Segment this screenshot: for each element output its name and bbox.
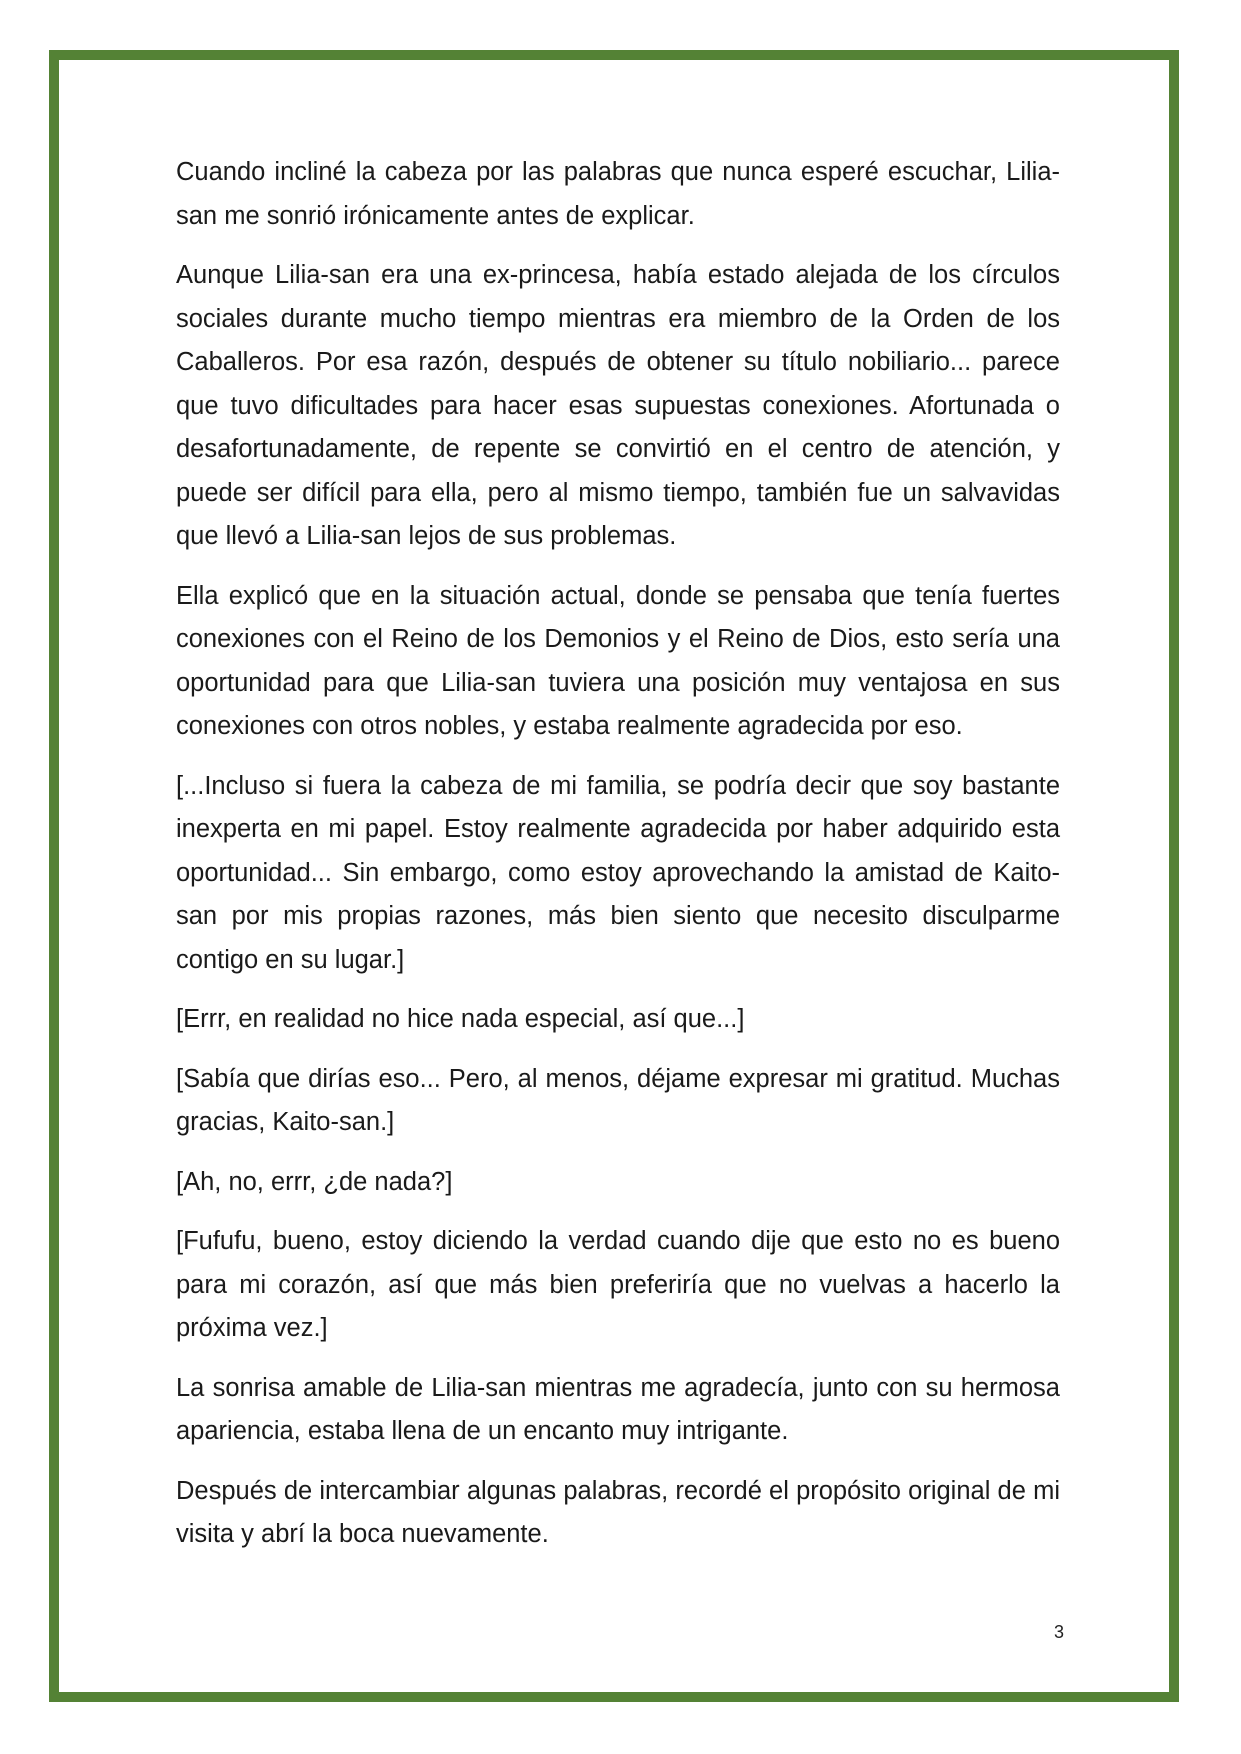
- paragraph-6-dialogue: [Sabía que dirías eso... Pero, al menos, déjame expresar mi gratitud. Muchas gracias, Kaito-san.]: [176, 1064, 1060, 1136]
- paragraph-4-dialogue: [...Incluso si fuera la cabeza de mi familia, se podría decir que soy bastante inexperta en mi papel. Estoy realmente agradecida por haber adquirido esta oportunidad... Sin embargo, como estoy aprovechando la amistad de Kaito-san por mis propias razones, más bien siento que necesito disculparme contigo en su lugar.]: [176, 771, 1060, 974]
- document-body: [176, 151, 1060, 1573]
- paragraph-7-dialogue: [Ah, no, errr, ¿de nada?]: [176, 1167, 453, 1196]
- paragraph-5-dialogue: [Errr, en realidad no hice nada especial, así que...]: [176, 1005, 745, 1033]
- paragraph-8-dialogue: [Fufufu, bueno, estoy diciendo la verdad cuando dije que esto no es bueno para mi corazón, así que más bien preferiría que no vuelvas a hacerlo la próxima vez.]: [176, 1227, 1060, 1342]
- paragraph-10: Después de intercambiar algunas palabras, recordé el propósito original de mi visita y abrí la boca nuevamente.: [176, 1476, 1060, 1548]
- paragraph-1: Cuando incliné la cabeza por las palabras que nunca esperé escuchar, Lilia-san me sonrió irónicamente antes de explicar.: [176, 158, 1060, 230]
- paragraph-2: Aunque Lilia-san era una ex-princesa, había estado alejada de los círculos sociales durante mucho tiempo mientras era miembro de la Orden de los Caballeros. Por esa razón, después de obtener su título nobiliario... parece que tuvo dificultades para hacer esas supuestas conexiones. Afortunada o desafortunadamente, de repente se convirtió en el centro de atención, y puede ser difícil para ella, pero al mismo tiempo, también fue un salvavidas que llevó a Lilia-san lejos de sus problemas.: [176, 261, 1060, 550]
- page-number: 3: [1053, 1622, 1064, 1642]
- paragraph-3: Ella explicó que en la situación actual, donde se pensaba que tenía fuertes conexiones con el Reino de los Demonios y el Reino de Dios, esto sería una oportunidad para que Lilia-san tuviera una posición muy ventajosa en sus conexiones con otros nobles, y estaba realmente agradecida por eso.: [176, 581, 1060, 740]
- paragraph-9: La sonrisa amable de Lilia-san mientras me agradecía, junto con su hermosa apariencia, estaba llena de un encanto muy intrigante.: [176, 1373, 1060, 1445]
